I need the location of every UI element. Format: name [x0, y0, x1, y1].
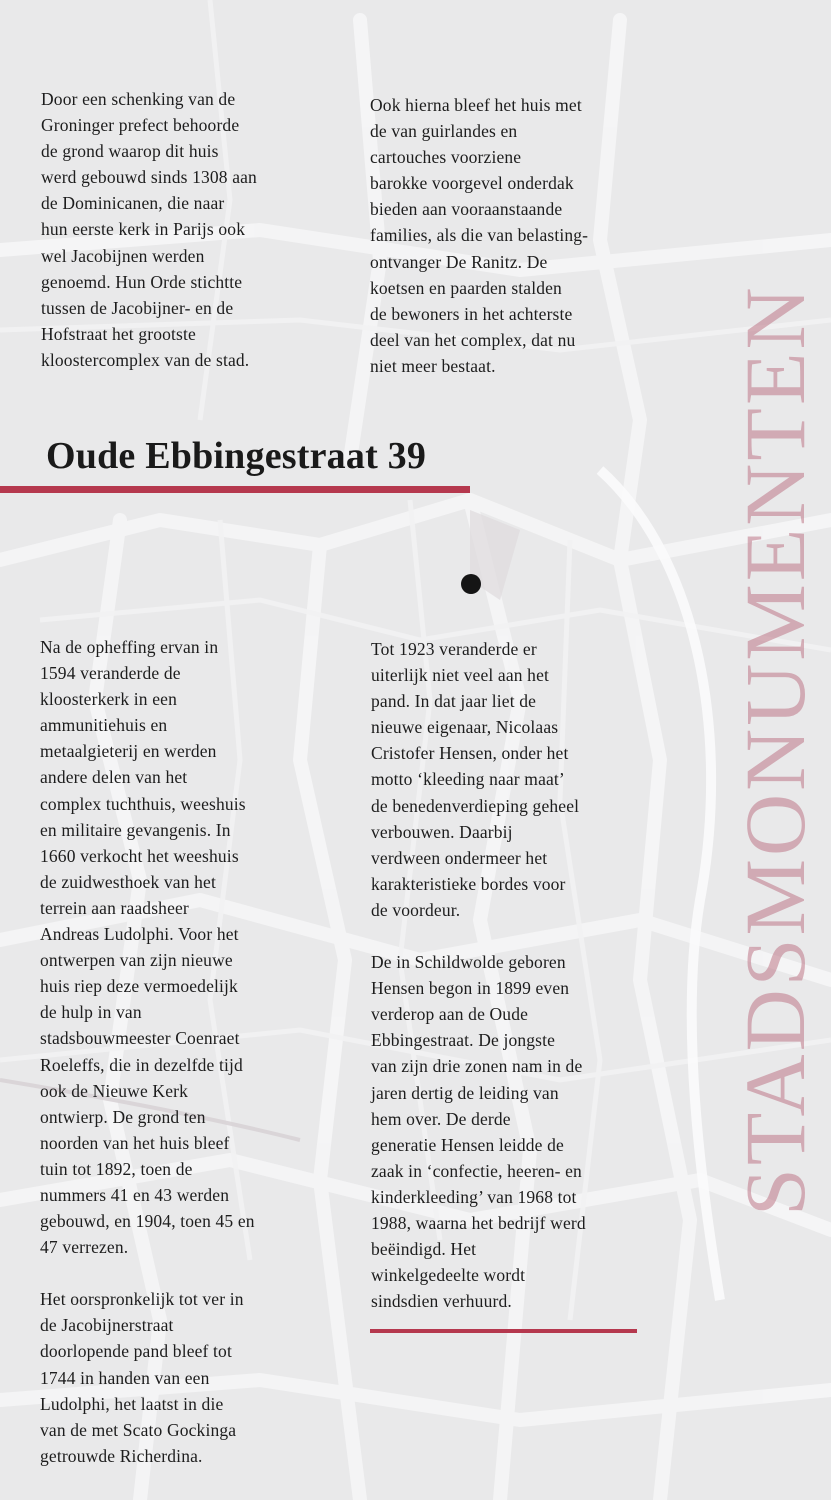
page-title: Oude Ebbingestraat 39 — [46, 435, 427, 477]
paragraph-dominicanen: Door een schenking van de Groninger prefect behoorde de grond waarop dit huis werd gebouwd sinds 1308 aan de Dominicanen, die naar hun eerste kerk in Parijs ook wel Jacobijnen werden genoemd. Hun Orde stichtte tussen de Jacobijner- en de Hofstraat het grootste kloostercomplex van de stad. — [41, 89, 257, 370]
text-column-bottom-left — [40, 634, 340, 1469]
text-column-top-right — [370, 92, 660, 379]
paragraph-hensen: De in Schildwolde geboren Hensen begon in 1899 even verderop aan de Oude Ebbingestraat. De jongste van zijn drie zonen nam in de jaren dertig de leiding van hem over. De derde generatie Hensen leidde de zaak in ‘confectie, heeren- en kinderkleeding’ van 1968 tot 1988, waarna het bedrijf werd beëindigd. Het winkelgedeelte wordt sindsdien verhuurd. — [371, 952, 586, 1312]
paragraph-oorspronkelijk-pand: Het oorspronkelijk tot ver in de Jacobijnerstraat doorlopende pand bleef tot 1744 in handen van een Ludolphi, het laatst in die van de met Scato Gockinga getrouwde Richerdina. — [40, 1289, 244, 1466]
location-dot-icon — [461, 574, 481, 594]
paragraph-opheffing: Na de opheffing ervan in 1594 veranderde de kloosterkerk in een ammunitiehuis en metaalgieterij en werden andere delen van het complex tuchthuis, weeshuis en militaire gevangenis. In 1660 verkocht het weeshuis de zuidwesthoek van het terrein aan raadsheer Andreas Ludolphi. Voor het ontwerpen van zijn nieuwe huis riep deze vermoedelijk de hulp in van stadsbouwmeester Coenraet Roeleffs, die in dezelfde tijd ook de Nieuwe Kerk ontwierp. De grond ten noorden van het huis bleef tuin tot 1892, toen de nummers 41 en 43 werden gebouwd, en 1904, toen 45 en 47 verrezen. — [40, 637, 255, 1258]
title-underline-rule — [0, 486, 470, 493]
stadsmonumenten-side-title: STADSMONUMENTEN — [727, 284, 823, 1216]
text-column-bottom-right — [371, 636, 661, 1314]
text-column-top-left — [41, 86, 341, 373]
paragraph-barokke-voorgevel: Ook hierna bleef het huis met de van guirlandes en cartouches voorziene barokke voorgevel onderdak bieden aan vooraanstaande families, als die van belasting- ontvanger De Ranitz. De koetsen en paarden stalden de bewoners in het achterste deel van het complex, dat nu niet meer bestaat. — [370, 95, 589, 376]
closing-rule — [370, 1329, 637, 1333]
paragraph-1923-verbouwing: Tot 1923 veranderde er uiterlijk niet veel aan het pand. In dat jaar liet de nieuwe eigenaar, Nicolaas Cristofer Hensen, onder het motto ‘kleeding naar maat’ de benedenverdieping geheel verbouwen. Daarbij verdween ondermeer het karakteristieke bordes voor de voordeur. — [371, 639, 580, 920]
